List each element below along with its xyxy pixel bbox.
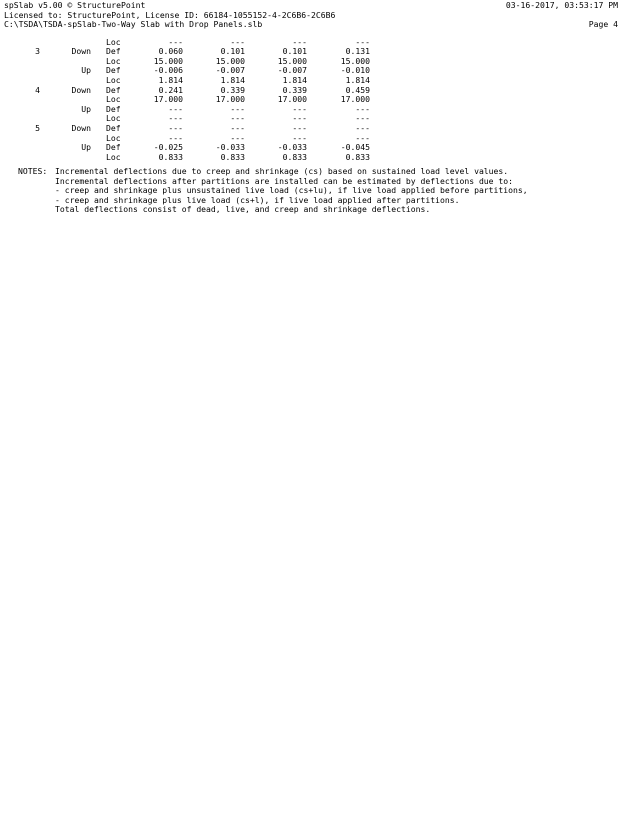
notes-label: NOTES: (18, 166, 48, 176)
span-number: 5 (35, 122, 40, 133)
deflection-value: 0.131 (345, 46, 370, 57)
note-line: - creep and shrinkage plus unsustained live load (cs+lu), if live load applied before partitions, (55, 185, 528, 195)
deflection-value: --- (292, 113, 307, 124)
deflection-value: 17.000 (277, 94, 307, 105)
note-line: Incremental deflections after partitions are installed can be estimated by deflections due to: (55, 175, 514, 186)
direction-label: Up (81, 103, 91, 114)
value-type: Loc (106, 36, 121, 47)
deflection-value: --- (168, 113, 183, 124)
deflection-value: 17.000 (340, 94, 370, 105)
deflection-value: 0.060 (158, 46, 183, 57)
deflection-value: -0.033 (277, 142, 307, 153)
deflection-value: -0.033 (215, 142, 245, 153)
license-info: Licensed to: StructurePoint, License ID: 66184-1055152-4-2C6B6-2C6B6 (4, 9, 336, 20)
deflection-value: 17.000 (153, 94, 183, 105)
deflection-value: --- (230, 113, 245, 124)
notes-text (55, 167, 528, 215)
deflection-value: --- (230, 132, 245, 143)
note-line: - creep and shrinkage plus live load (cs+l), if live load applied after partitions. (55, 194, 460, 205)
deflection-value: 15.000 (153, 55, 183, 66)
value-type: Loc (106, 74, 121, 85)
note-line: Total deflections consist of dead, live, and creep and shrinkage deflections. (55, 204, 431, 214)
value-type: Loc (106, 132, 121, 143)
deflection-value: 0.339 (220, 84, 245, 95)
deflection-value: --- (292, 122, 307, 133)
page-number: Page 4 (588, 19, 618, 29)
deflection-value: 0.833 (345, 151, 370, 162)
deflection-value: 1.814 (158, 74, 183, 85)
deflection-value: 0.459 (345, 84, 370, 95)
deflection-value: 15.000 (215, 55, 245, 66)
deflection-value: 0.339 (282, 84, 307, 95)
deflection-value: -0.010 (340, 65, 370, 76)
deflection-value: 1.814 (345, 74, 370, 85)
deflection-value: 15.000 (277, 55, 307, 66)
value-type: Def (106, 46, 121, 57)
deflection-value: -0.006 (153, 65, 183, 76)
deflection-value: -0.025 (153, 142, 183, 153)
deflection-value: --- (292, 103, 307, 114)
deflection-value: 0.833 (220, 151, 245, 162)
deflection-value: 17.000 (215, 94, 245, 105)
direction-label: Down (71, 84, 91, 95)
value-type: Def (106, 142, 121, 153)
deflection-value: --- (168, 132, 183, 143)
deflection-value: 0.101 (282, 46, 307, 57)
direction-label: Up (81, 142, 91, 153)
deflection-value: 0.101 (220, 46, 245, 57)
deflection-value: 0.241 (158, 84, 183, 95)
deflection-value: 1.814 (220, 74, 245, 85)
deflection-value: --- (355, 132, 370, 143)
deflection-value: -0.045 (340, 142, 370, 153)
deflection-value: --- (230, 122, 245, 133)
deflection-value: --- (168, 36, 183, 47)
report-datetime: 03-16-2017, 03:53:17 PM (505, 0, 618, 10)
deflection-value: --- (292, 36, 307, 47)
span-number: 4 (35, 84, 40, 95)
deflection-value: --- (355, 36, 370, 47)
note-line: Incremental deflections due to creep and shrinkage (cs) based on sustained load level values. (55, 166, 509, 176)
deflection-value: -0.007 (277, 65, 307, 76)
deflection-value: --- (168, 122, 183, 133)
deflection-value: -0.007 (215, 65, 245, 76)
value-type: Loc (106, 113, 121, 124)
direction-label: Down (71, 122, 91, 133)
deflection-value: --- (230, 36, 245, 47)
deflection-value: 1.814 (282, 74, 307, 85)
deflection-value: --- (230, 103, 245, 114)
value-type: Def (106, 65, 121, 76)
deflection-value: --- (355, 122, 370, 133)
value-type: Def (106, 122, 121, 133)
deflection-value: 15.000 (340, 55, 370, 66)
deflection-value: --- (355, 113, 370, 124)
deflection-value: 0.833 (158, 151, 183, 162)
program-title: spSlab v5.00 © StructurePoint (4, 0, 146, 10)
deflection-value: --- (355, 103, 370, 114)
value-type: Def (106, 84, 121, 95)
value-type: Loc (106, 151, 121, 162)
value-type: Loc (106, 94, 121, 105)
span-number: 3 (35, 46, 40, 57)
file-path: C:\TSDA\TSDA-spSlab-Two-Way Slab with Drop Panels.slb (4, 19, 263, 29)
value-type: Loc (106, 55, 121, 66)
direction-label: Up (81, 65, 91, 76)
direction-label: Down (71, 46, 91, 57)
value-type: Def (106, 103, 121, 114)
deflection-value: 0.833 (282, 151, 307, 162)
deflection-value: --- (292, 132, 307, 143)
deflection-value: --- (168, 103, 183, 114)
